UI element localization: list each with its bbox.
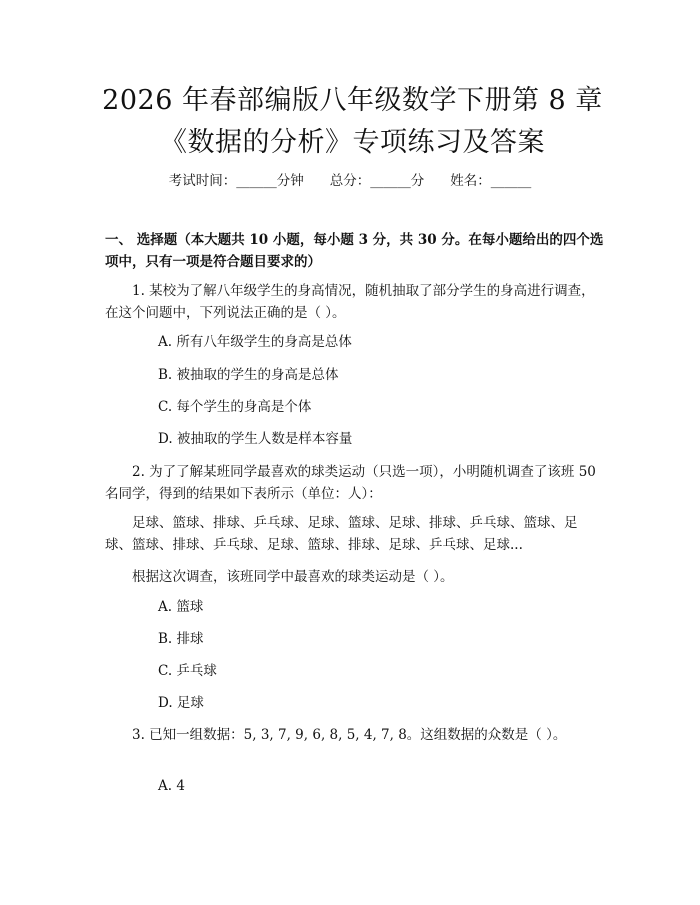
- question-2-option-c: C. 乒乓球: [158, 663, 217, 679]
- exam-time-field: 考试时间：______分钟: [168, 173, 304, 189]
- question-2-option-b: B. 排球: [158, 631, 204, 647]
- question-3-stem: 3. 已知一组数据：5, 3, 7, 9, 6, 8, 5, 4, 7, 8。这组数据的众数是（ ）。: [132, 727, 567, 743]
- question-1-option-c: C. 每个学生的身高是个体: [158, 399, 312, 415]
- question-1-option-a: A. 所有八年级学生的身高是总体: [158, 334, 352, 350]
- question-2-stem: 2. 为了了解某班同学最喜欢的球类运动（只选一项），小明随机调查了该班 50 名同学，得到的结果如下表所示（单位：人）：: [105, 464, 596, 502]
- question-3-option-a: A. 4: [158, 778, 185, 794]
- exam-info-line: [0, 171, 700, 191]
- document-title: 2026 年春部编版八年级数学下册第 8 章《数据的分析》专项练习及答案: [102, 85, 603, 158]
- question-2-option-a: A. 篮球: [158, 599, 204, 615]
- question-2-question: 根据这次调查，该班同学中最喜欢的球类运动是（ ）。: [132, 569, 454, 585]
- question-2-data: 足球、篮球、排球、乒乓球、足球、篮球、足球、排球、乒乓球、篮球、足球、篮球、排球、乒乓球、足球、篮球、排球、足球、乒乓球、足球...: [105, 515, 578, 553]
- student-name-field: 姓名：______: [450, 173, 532, 189]
- section-heading-choice: 一、 选择题（本大题共 10 小题，每小题 3 分，共 30 分。在每小题给出的四个选项中，只有一项是符合题目要求的）: [105, 232, 604, 270]
- question-1-stem: 1. 某校为了解八年级学生的身高情况，随机抽取了部分学生的身高进行调查，在这个问题中，下列说法正确的是（ ）。: [105, 283, 595, 321]
- total-score-field: 总分：______分: [329, 173, 425, 189]
- question-1-option-b: B. 被抽取的学生的身高是总体: [158, 367, 339, 383]
- question-2-option-d: D. 足球: [158, 695, 204, 711]
- question-1-option-d: D. 被抽取的学生人数是样本容量: [158, 431, 353, 447]
